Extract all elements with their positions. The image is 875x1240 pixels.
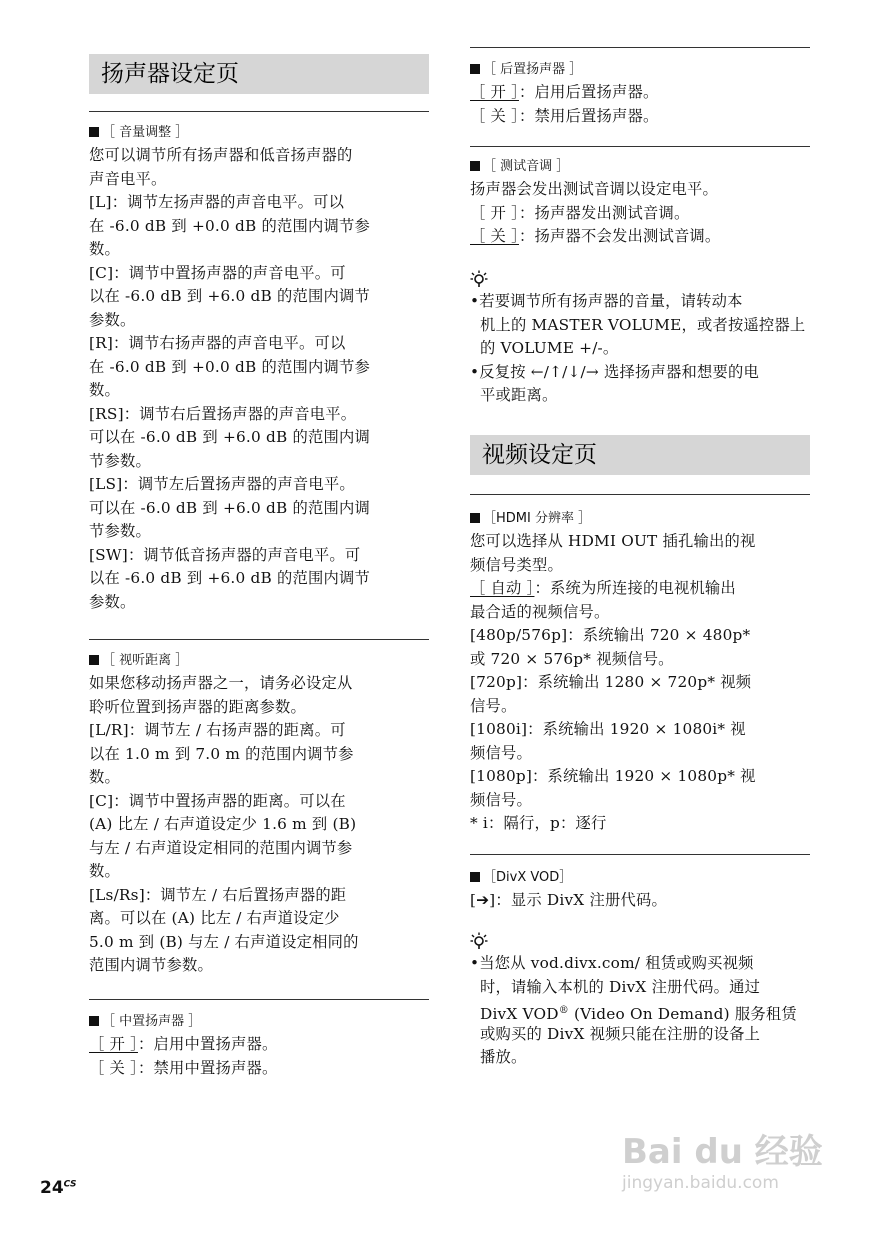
divider bbox=[89, 999, 429, 1000]
square-bullet-icon bbox=[470, 872, 480, 882]
test-tone-section bbox=[470, 158, 810, 249]
tip-item-arrows bbox=[470, 361, 810, 408]
volume-line: [LS]：调节左后置扬声器的声音电平。 bbox=[89, 475, 355, 493]
hdmi-line: [720p]：系统输出 1280 × 720p* 视频 bbox=[470, 673, 752, 691]
distance-line: (A) 比左 / 右声道设定少 1.6 m 到 (B) bbox=[89, 815, 357, 833]
lightbulb-icon bbox=[470, 270, 810, 288]
distance-line: 数。 bbox=[89, 862, 120, 880]
divider bbox=[470, 47, 810, 48]
volume-line: 在 -6.0 dB 到 +0.0 dB 的范围内调节参 bbox=[89, 216, 370, 235]
square-bullet-icon bbox=[89, 1016, 99, 1026]
hdmi-line: 频信号。 bbox=[470, 790, 532, 809]
tip-item-volume bbox=[470, 290, 810, 361]
volume-line: 可以在 -6.0 dB 到 +6.0 dB 的范围内调 bbox=[89, 498, 370, 517]
distance-body bbox=[89, 672, 429, 978]
hdmi-line: 信号。 bbox=[470, 696, 517, 715]
volume-line: 节参数。 bbox=[89, 451, 151, 470]
hdmi-auto-line-2: 最合适的视频信号。 bbox=[470, 602, 610, 621]
volume-line: 节参数。 bbox=[89, 522, 151, 540]
hdmi-line: 或 720 × 576p* 视频信号。 bbox=[470, 649, 674, 668]
volume-body bbox=[89, 144, 429, 614]
distance-line: 如果您移动扬声器之一，请务必设定从 bbox=[89, 674, 353, 692]
volume-line: 声音电平。 bbox=[89, 169, 167, 188]
volume-line: 您可以调节所有扬声器和低音扬声器的 bbox=[89, 146, 353, 164]
volume-line: [C]：调节中置扬声器的声音电平。可 bbox=[89, 263, 346, 282]
tip-divx-line-5: 播放。 bbox=[480, 1048, 527, 1066]
volume-section bbox=[89, 124, 429, 614]
center-speaker-section bbox=[89, 1013, 429, 1080]
rear-off-line: ［ 关 ］：禁用后置扬声器。 bbox=[470, 106, 659, 125]
tip-line: 机上的 MASTER VOLUME，或者按遥控器上 bbox=[480, 315, 806, 334]
tip-line: •反复按 ←/↑/↓/→ 选择扬声器和想要的电 bbox=[470, 362, 759, 381]
rear-heading: ［ 后置扬声器 ］ bbox=[470, 61, 810, 79]
divider bbox=[89, 111, 429, 112]
distance-line: 聆听位置到扬声器的距离参数。 bbox=[89, 697, 306, 716]
tip-divx-line-1: •当您从 vod.divx.com/ 租赁或购买视频 bbox=[470, 954, 754, 972]
hdmi-intro-line: 您可以选择从 HDMI OUT 插孔输出的视 bbox=[470, 532, 756, 550]
rear-speaker-section bbox=[470, 61, 810, 128]
volume-line: 以在 -6.0 dB 到 +6.0 dB 的范围内调节 bbox=[89, 569, 370, 587]
square-bullet-icon bbox=[470, 513, 480, 523]
distance-line: 5.0 m 到 (B) 与左 / 右声道设定相同的 bbox=[89, 932, 359, 951]
center-on-line: ［ 开 ］：启用中置扬声器。 bbox=[89, 1035, 278, 1053]
volume-line: [SW]：调节低音扬声器的声音电平。可 bbox=[89, 545, 361, 564]
hdmi-line: * i：隔行，p：逐行 bbox=[470, 814, 607, 832]
volume-line: 数。 bbox=[89, 240, 120, 258]
hdmi-line: [1080i]：系统输出 1920 × 1080i* 视 bbox=[470, 720, 746, 738]
volume-line: [L]：调节左扬声器的声音电平。可以 bbox=[89, 193, 345, 211]
volume-line: [R]：调节右扬声器的声音电平。可以 bbox=[89, 334, 346, 352]
rear-on-line: ［ 开 ］：启用后置扬声器。 bbox=[470, 83, 659, 101]
hdmi-line: [480p/576p]：系统输出 720 × 480p* bbox=[470, 626, 751, 644]
divx-heading: ［DivX VOD］ bbox=[470, 869, 810, 887]
tip-divx-line-3: DivX VOD® (Video On Demand) 服务租赁 bbox=[480, 1005, 797, 1024]
distance-line: 离。可以在 (A) 比左 / 右声道设定少 bbox=[89, 909, 340, 927]
distance-line: 数。 bbox=[89, 768, 120, 786]
volume-line: 数。 bbox=[89, 381, 120, 399]
section-title-video: 视频设定页 bbox=[470, 435, 810, 475]
distance-line: 与左 / 右声道设定相同的范围内调节参 bbox=[89, 838, 353, 857]
hdmi-body bbox=[470, 624, 810, 836]
volume-line: 以在 -6.0 dB 到 +6.0 dB 的范围内调节 bbox=[89, 287, 370, 305]
hdmi-intro-line: 频信号类型。 bbox=[470, 555, 563, 574]
square-bullet-icon bbox=[89, 655, 99, 665]
hdmi-auto-line: ［ 自动 ］：系统为所连接的电视机输出 bbox=[470, 579, 736, 597]
divider bbox=[470, 146, 810, 147]
tip-line: 平或距离。 bbox=[480, 386, 558, 404]
center-off-line: ［ 关 ］：禁用中置扬声器。 bbox=[89, 1058, 278, 1077]
distance-line: 以在 1.0 m 到 7.0 m 的范围内调节参 bbox=[89, 744, 354, 763]
volume-line: [RS]：调节右后置扬声器的声音电平。 bbox=[89, 404, 357, 423]
square-bullet-icon bbox=[89, 127, 99, 137]
hdmi-heading: ［HDMI 分辨率 ］ bbox=[470, 510, 810, 528]
tip-divx-line-4: 或购买的 DivX 视频只能在注册的设备上 bbox=[480, 1024, 761, 1043]
divx-section bbox=[470, 869, 810, 913]
divx-line: [➔]：显示 DivX 注册代码。 bbox=[470, 891, 667, 909]
square-bullet-icon bbox=[470, 161, 480, 171]
volume-line: 在 -6.0 dB 到 +0.0 dB 的范围内调节参 bbox=[89, 357, 370, 376]
distance-heading: ［ 视听距离 ］ bbox=[89, 652, 429, 670]
distance-line: [L/R]：调节左 / 右扬声器的距离。可 bbox=[89, 721, 346, 739]
distance-line: [Ls/Rs]：调节左 / 右后置扬声器的距 bbox=[89, 885, 347, 904]
volume-line: 参数。 bbox=[89, 592, 136, 611]
hdmi-line: 频信号。 bbox=[470, 743, 532, 762]
test-tone-intro: 扬声器会发出测试音调以设定电平。 bbox=[470, 180, 718, 198]
test-tone-off-line: ［ 关 ］：扬声器不会发出测试音调。 bbox=[470, 227, 721, 245]
watermark-logo: Bai du 经验 bbox=[622, 1132, 823, 1172]
divider bbox=[470, 854, 810, 855]
hdmi-section bbox=[470, 510, 810, 836]
hdmi-line: [1080p]：系统输出 1920 × 1080p* 视 bbox=[470, 767, 756, 785]
tips-speaker bbox=[470, 266, 810, 408]
volume-line: 可以在 -6.0 dB 到 +6.0 dB 的范围内调 bbox=[89, 428, 370, 446]
page-number: $24^{CS}$ bbox=[40, 1178, 77, 1198]
tip-line: •若要调节所有扬声器的音量，请转动本 bbox=[470, 292, 743, 310]
section-title-speaker: 扬声器设定页 bbox=[89, 54, 429, 94]
divider bbox=[89, 639, 429, 640]
test-tone-heading: ［ 测试音调 ］ bbox=[470, 158, 810, 176]
tip-divx-line-2: 时，请输入本机的 DivX 注册代码。通过 bbox=[480, 977, 761, 996]
volume-heading: ［ 音量调整 ］ bbox=[89, 124, 429, 142]
volume-line: 参数。 bbox=[89, 310, 136, 329]
watermark-url: jingyan.baidu.com bbox=[622, 1173, 779, 1193]
square-bullet-icon bbox=[470, 64, 480, 74]
lightbulb-icon bbox=[470, 932, 810, 950]
hdmi-intro bbox=[470, 530, 810, 577]
distance-line: [C]：调节中置扬声器的距离。可以在 bbox=[89, 791, 346, 810]
center-heading: ［ 中置扬声器 ］ bbox=[89, 1013, 429, 1031]
tip-line: 的 VOLUME +/-。 bbox=[480, 339, 619, 357]
divider bbox=[470, 494, 810, 495]
test-tone-on-line: ［ 开 ］：扬声器发出测试音调。 bbox=[470, 203, 690, 222]
distance-section bbox=[89, 652, 429, 978]
tips-divx bbox=[470, 928, 810, 1070]
distance-line: 范围内调节参数。 bbox=[89, 956, 213, 974]
baidu-watermark bbox=[622, 1132, 822, 1202]
